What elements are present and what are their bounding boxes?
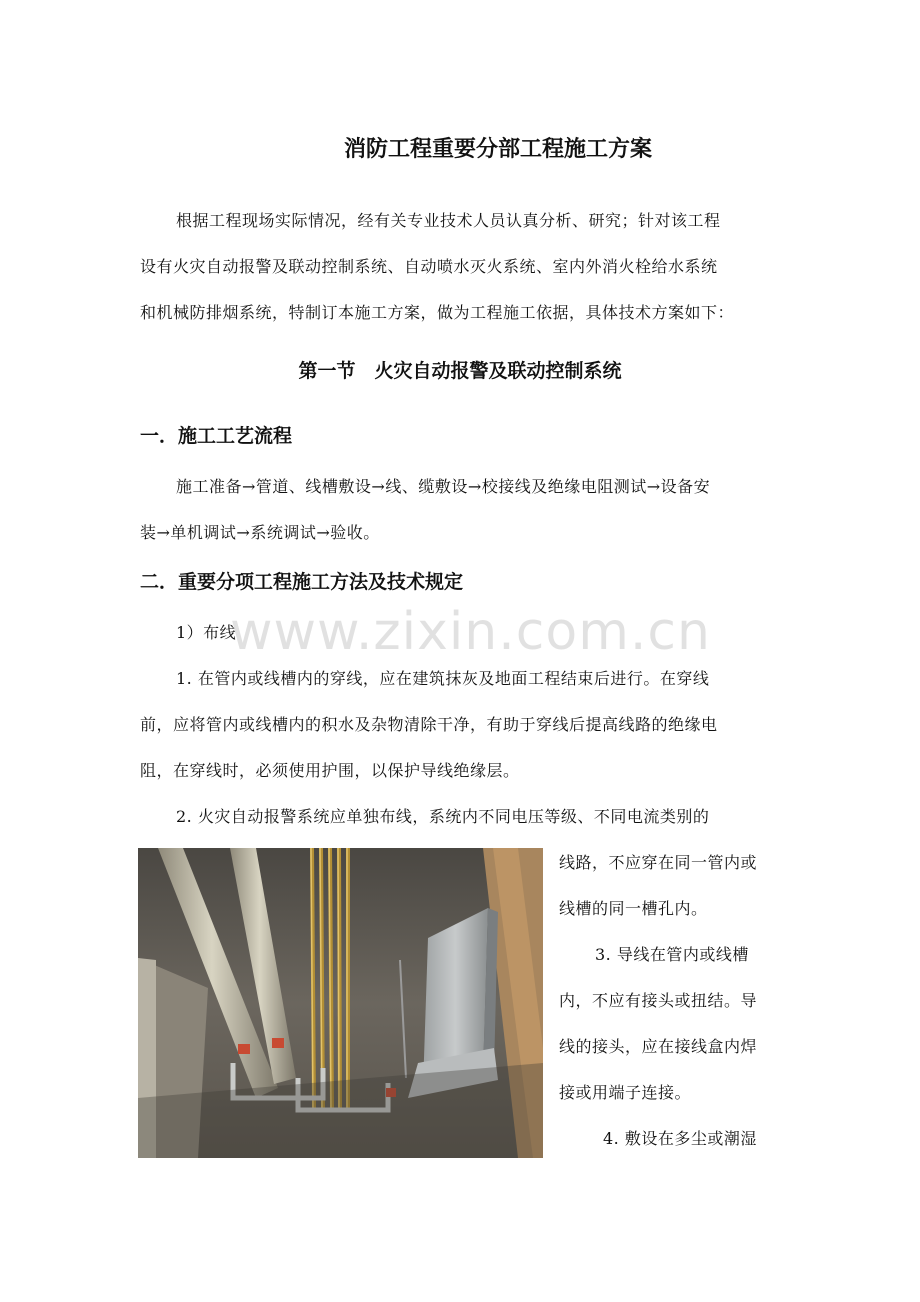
text-line: 阻，在穿线时，必须使用护围，以保护导线绝缘层。 xyxy=(140,761,520,780)
text-line: 施工准备→管道、线槽敷设→线、缆敷设→校接线及绝缘电阻测试→设备安 xyxy=(176,477,711,496)
text-line: 线路，不应穿在同一管内或 xyxy=(559,853,758,872)
text-line: 1. 在管内或线槽内的穿线，应在建筑抹灰及地面工程结束后进行。在穿线 xyxy=(176,669,710,688)
text-line: 根据工程现场实际情况，经有关专业技术人员认真分析、研究；针对该工程 xyxy=(176,211,721,230)
heading-methods: 二．重要分项工程施工方法及技术规定 xyxy=(140,571,464,593)
paragraph-1 xyxy=(140,656,780,794)
watermark: www.zixin.com.cn xyxy=(230,602,711,662)
text-line: 和机械防排烟系统，特制订本施工方案，做为工程施工依据，具体技术方案如下： xyxy=(140,303,735,322)
text-line: 2. 火灾自动报警系统应单独布线，系统内不同电压等级、不同电流类别的 xyxy=(176,807,710,826)
text-line: 3. 导线在管内或线槽 xyxy=(595,945,749,964)
text-line: 4. 敷设在多尘或潮湿 xyxy=(603,1129,757,1148)
side-column-text xyxy=(559,840,781,1162)
text-line: 1）布线 xyxy=(176,623,237,642)
document-title: 消防工程重要分部工程施工方案 xyxy=(343,137,652,162)
heading-process: 一．施工工艺流程 xyxy=(140,425,293,447)
text-line: 内，不应有接头或扭结。导 xyxy=(559,991,758,1010)
text-line: 线的接头，应在接线盒内焊 xyxy=(559,1037,758,1056)
section-title: 第一节 火灾自动报警及联动控制系统 xyxy=(298,360,622,382)
text-line: 前，应将管内或线槽内的积水及杂物清除干净，有助于穿线后提高线路的绝缘电 xyxy=(140,715,718,734)
paragraph-2 xyxy=(140,794,780,840)
intro-paragraph xyxy=(140,198,780,336)
text-line: 接或用端子连接。 xyxy=(559,1083,692,1102)
cable-tray-photo xyxy=(138,848,543,1158)
text-line: 装→单机调试→系统调试→验收。 xyxy=(140,523,380,542)
flow-paragraph xyxy=(140,464,780,556)
text-line: 线槽的同一槽孔内。 xyxy=(559,899,708,918)
text-line: 设有火灾自动报警及联动控制系统、自动喷水灭火系统、室内外消火栓给水系统 xyxy=(140,257,718,276)
